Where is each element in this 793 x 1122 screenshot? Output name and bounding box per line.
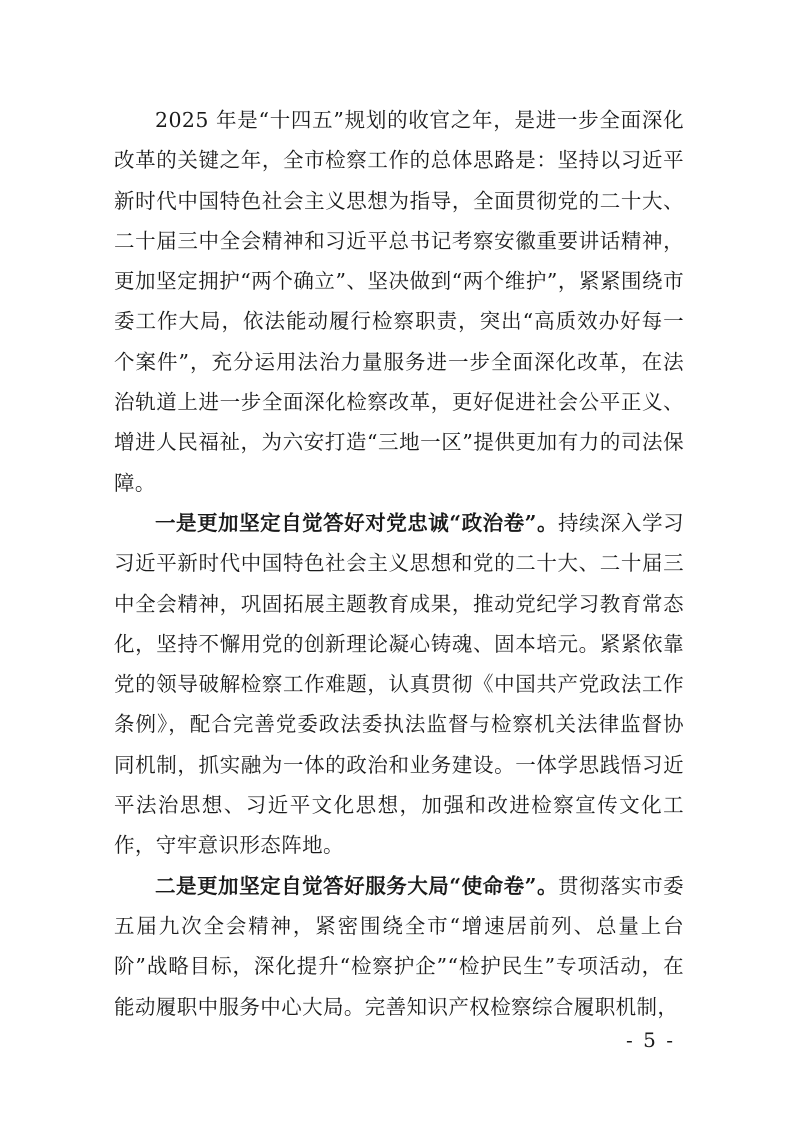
paragraph-intro	[114, 100, 684, 503]
paragraph-mission-heading: 二是更加坚定自觉答好服务大局“使命卷”。	[155, 873, 558, 898]
body-text	[114, 100, 684, 1027]
paragraph-political-text: 持续深入学习习近平新时代中国特色社会主义思想和党的二十大、二十届三中全会精神，巩固拓展主题教育成果，推动党纪学习教育常态化，坚持不懈用党的创新理论凝心铸魂、固本培元。紧紧依靠党的领导破解检察工作难题，认真贯彻《中国共产党政法工作条例》，配合完善党委政法委执法监督与检察机关法律监督协同机制，抓实融为一体的政治和业务建设。一体学思践悟习近平法治思想、习近平文化思想，加强和改进检察宣传文化工作，守牢意识形态阵地。	[114, 510, 684, 858]
paragraph-political	[114, 503, 684, 866]
paragraph-intro-text: 2025 年是“十四五”规划的收官之年，是进一步全面深化改革的关键之年，全市检察工作的总体思路是：坚持以习近平新时代中国特色社会主义思想为指导，全面贯彻党的二十大、二十届三中全会精神和习近平总书记考察安徽重要讲话精神，更加坚定拥护“两个确立”、坚决做到“两个维护”，紧紧围绕市委工作大局，依法能动履行检察职责，突出“高质效办好每一个案件”，充分运用法治力量服务进一步全面深化改革，在法治轨道上进一步全面深化检察改革，更好促进社会公平正义、增进人民福祉，为六安打造“三地一区”提供更加有力的司法保障。	[114, 108, 684, 495]
page-number: - 5 -	[626, 1028, 675, 1052]
paragraph-mission-text: 贯彻落实市委五届九次全会精神，紧密围绕全市“增速居前列、总量上台阶”战略目标，深化提升“检察护企”“检护民生”专项活动，在能动履职中服务中心大局。完善知识产权检察综合履职机制，	[114, 873, 684, 1019]
paragraph-mission	[114, 866, 684, 1027]
paragraph-political-heading: 一是更加坚定自觉答好对党忠诚“政治卷”。	[155, 510, 558, 535]
